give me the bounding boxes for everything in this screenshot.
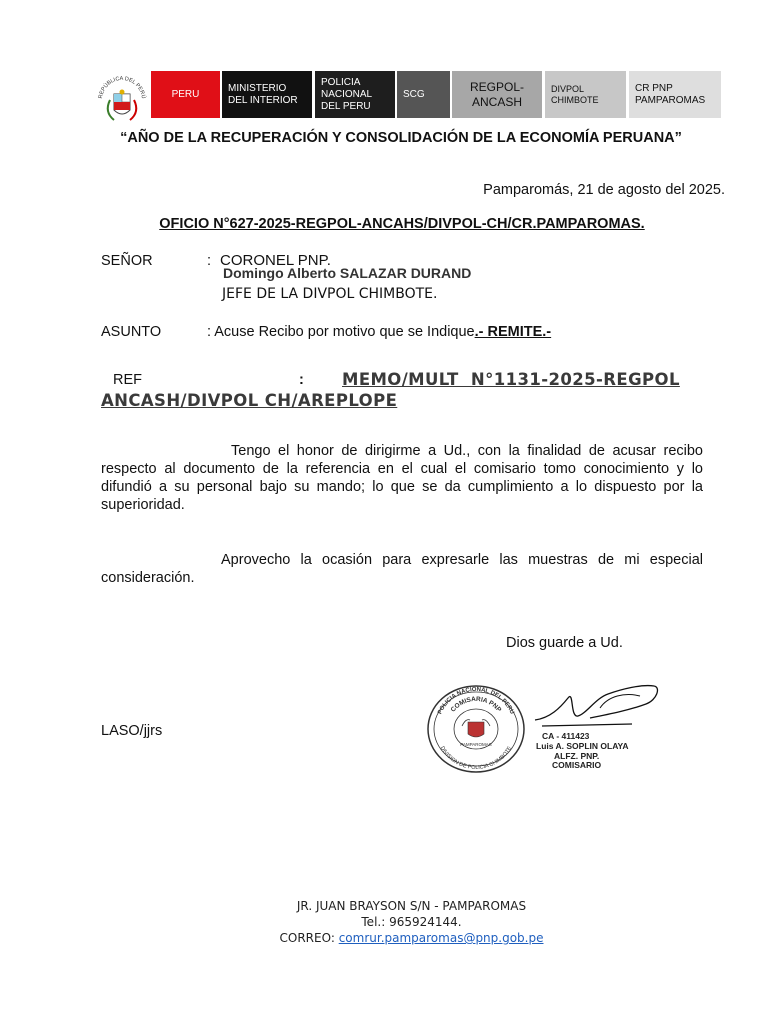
crpnp-band: CR PNP PAMPAROMAS <box>629 71 721 118</box>
scg-band: SCG <box>397 71 450 118</box>
signature-name: Luis A. SOPLIN OLAYA <box>536 741 629 751</box>
svg-text:POLICIA NACIONAL DEL PERU: POLICIA NACIONAL DEL PERU <box>437 686 515 716</box>
footer-phone: Tel.: 965924144. <box>361 915 462 929</box>
regpol-band: REGPOL- ANCASH <box>452 71 542 118</box>
signature-scribble <box>530 678 665 738</box>
svg-text:COMISARIA PNP: COMISARIA PNP <box>449 695 503 714</box>
date-line: Pamparomás, 21 de agosto del 2025. <box>483 182 725 198</box>
initials: LASO/jjrs <box>101 723 163 739</box>
signature-cip: CA - 411423 <box>542 731 590 741</box>
ref-line-2: ANCASH/DIVPOL CH/AREPLOPE <box>101 391 398 410</box>
footer-address: JR. JUAN BRAYSON S/N - PAMPAROMAS <box>296 899 527 913</box>
remite-text: .- REMITE.- <box>474 324 552 340</box>
senor-position: JEFE DE LA DIVPOL CHIMBOTE. <box>222 286 438 302</box>
senor-colon: : <box>207 253 212 269</box>
footer-email-line <box>0 931 768 945</box>
closing: Dios guarde a Ud. <box>506 635 623 651</box>
ref-line-1: MEMO/MULT N°1131-2025-REGPOL <box>342 370 680 389</box>
svg-text:DIVISION DE POLICIA CHIMBOTE: DIVISION DE POLICIA CHIMBOTE <box>438 745 514 772</box>
signature-rank: ALFZ. PNP. <box>554 751 600 761</box>
senor-rank: CORONEL PNP. <box>220 252 331 269</box>
footer-email-link[interactable]: comrur.pamparomas@pnp.gob.pe <box>338 931 544 945</box>
ref-colon: : <box>299 372 304 388</box>
ministerio-band: MINISTERIO DEL INTERIOR <box>222 71 312 118</box>
asunto-text: : Acuse Recibo por motivo que se Indique.- REMITE.- <box>207 324 552 340</box>
asunto-label: ASUNTO <box>101 324 162 340</box>
year-title: “AÑO DE LA RECUPERACIÓN Y CONSOLIDACIÓN DE LA ECONOMÍA PERUANA” <box>120 130 682 146</box>
official-stamp-icon <box>426 684 526 774</box>
policia-band: POLICIA NACIONAL DEL PERU <box>315 71 395 118</box>
svg-text:REPÚBLICA DEL PERÚ: REPÚBLICA DEL PERÚ <box>97 75 147 100</box>
ref-label: REF <box>113 372 142 388</box>
signature-role: COMISARIO <box>552 760 602 770</box>
footer-email-label: CORREO: <box>279 931 335 945</box>
peru-band: PERU <box>151 71 220 118</box>
senor-label: SEÑOR <box>101 253 153 269</box>
peru-coat-of-arms-icon <box>94 70 150 126</box>
divpol-band: DIVPOL CHIMBOTE <box>545 71 626 118</box>
oficio-number: OFICIO N°627-2025-REGPOL-ANCAHS/DIVPOL-CH/CR.PAMPAROMAS. <box>159 216 645 232</box>
svg-text:PAMPAROMAS: PAMPAROMAS <box>460 742 492 747</box>
senor-name: Domingo Alberto SALAZAR DURAND <box>223 265 472 281</box>
body-paragraph-1: Tengo el honor de dirigirme a Ud., con la finalidad de acusar recibo respecto al documento de la referencia en el cual el comisario tomo conocimiento y lo difundió a su personal bajo su mando; lo que se da cumplimiento a lo dispuesto por la superioridad. <box>101 443 703 513</box>
body-paragraph-2: Aprovecho la ocasión para expresarle las muestras de mi especial consideración. <box>101 552 703 586</box>
